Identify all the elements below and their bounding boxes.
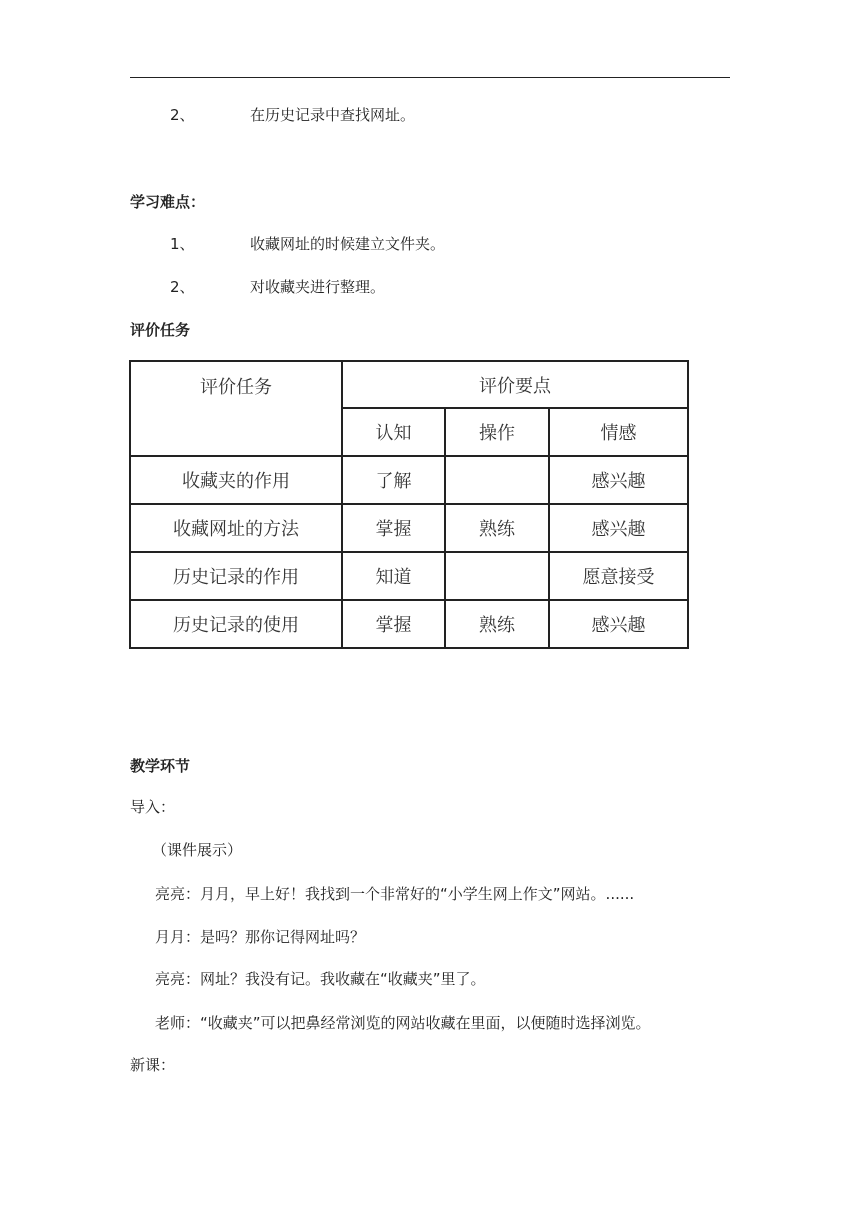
cell-cognition: 知道: [342, 552, 445, 600]
cell-operation: 熟练: [445, 504, 549, 552]
subheader-operation: 操作: [445, 408, 549, 456]
evaluation-table: [129, 360, 689, 649]
intro-label: 导入：: [130, 798, 176, 816]
subheader-cognition: 认知: [342, 408, 445, 456]
courseware-note: （课件展示）: [152, 841, 243, 859]
item-text: 收藏网址的时候建立文件夹。: [250, 235, 446, 253]
evaluation-heading: 评价任务: [130, 321, 191, 339]
item-text: 对收藏夹进行整理。: [250, 278, 386, 296]
table-row: [130, 456, 688, 504]
cell-cognition: 了解: [342, 456, 445, 504]
header-points: 评价要点: [342, 361, 688, 408]
item-text: 在历史记录中查找网址。: [250, 106, 416, 124]
header-rule: [130, 77, 730, 78]
item-number: 1、: [170, 235, 195, 253]
cell-operation: 熟练: [445, 600, 549, 648]
table-row: [130, 552, 688, 600]
cell-cognition: 掌握: [342, 504, 445, 552]
cell-task: 历史记录的作用: [130, 552, 342, 600]
cell-task: 历史记录的使用: [130, 600, 342, 648]
teaching-heading: 教学环节: [130, 757, 191, 775]
cell-task: 收藏网址的方法: [130, 504, 342, 552]
difficulties-heading: 学习难点：: [130, 193, 206, 211]
cell-cognition: 掌握: [342, 600, 445, 648]
item-number: 2、: [170, 278, 195, 296]
table-row: [130, 600, 688, 648]
cell-emotion: 感兴趣: [549, 504, 688, 552]
table-header-row: [130, 361, 688, 408]
cell-emotion: 感兴趣: [549, 456, 688, 504]
cell-operation: [445, 456, 549, 504]
item-number: 2、: [170, 106, 195, 124]
dialogue-line-3: 亮亮：网址？我没有记。我收藏在“收藏夹”里了。: [155, 970, 486, 988]
cell-emotion: 感兴趣: [549, 600, 688, 648]
new-lesson-label: 新课：: [130, 1056, 176, 1074]
cell-operation: [445, 552, 549, 600]
header-task: 评价任务: [130, 361, 342, 456]
cell-task: 收藏夹的作用: [130, 456, 342, 504]
table-row: [130, 504, 688, 552]
subheader-emotion: 情感: [549, 408, 688, 456]
dialogue-line-2: 月月：是吗？那你记得网址吗？: [155, 928, 366, 946]
dialogue-line-4: 老师：“收藏夹”可以把鼻经常浏览的网站收藏在里面，以便随时选择浏览。: [155, 1014, 651, 1032]
dialogue-line-1: 亮亮：月月，早上好！我找到一个非常好的“小学生网上作文”网站。......: [155, 885, 635, 903]
cell-emotion: 愿意接受: [549, 552, 688, 600]
